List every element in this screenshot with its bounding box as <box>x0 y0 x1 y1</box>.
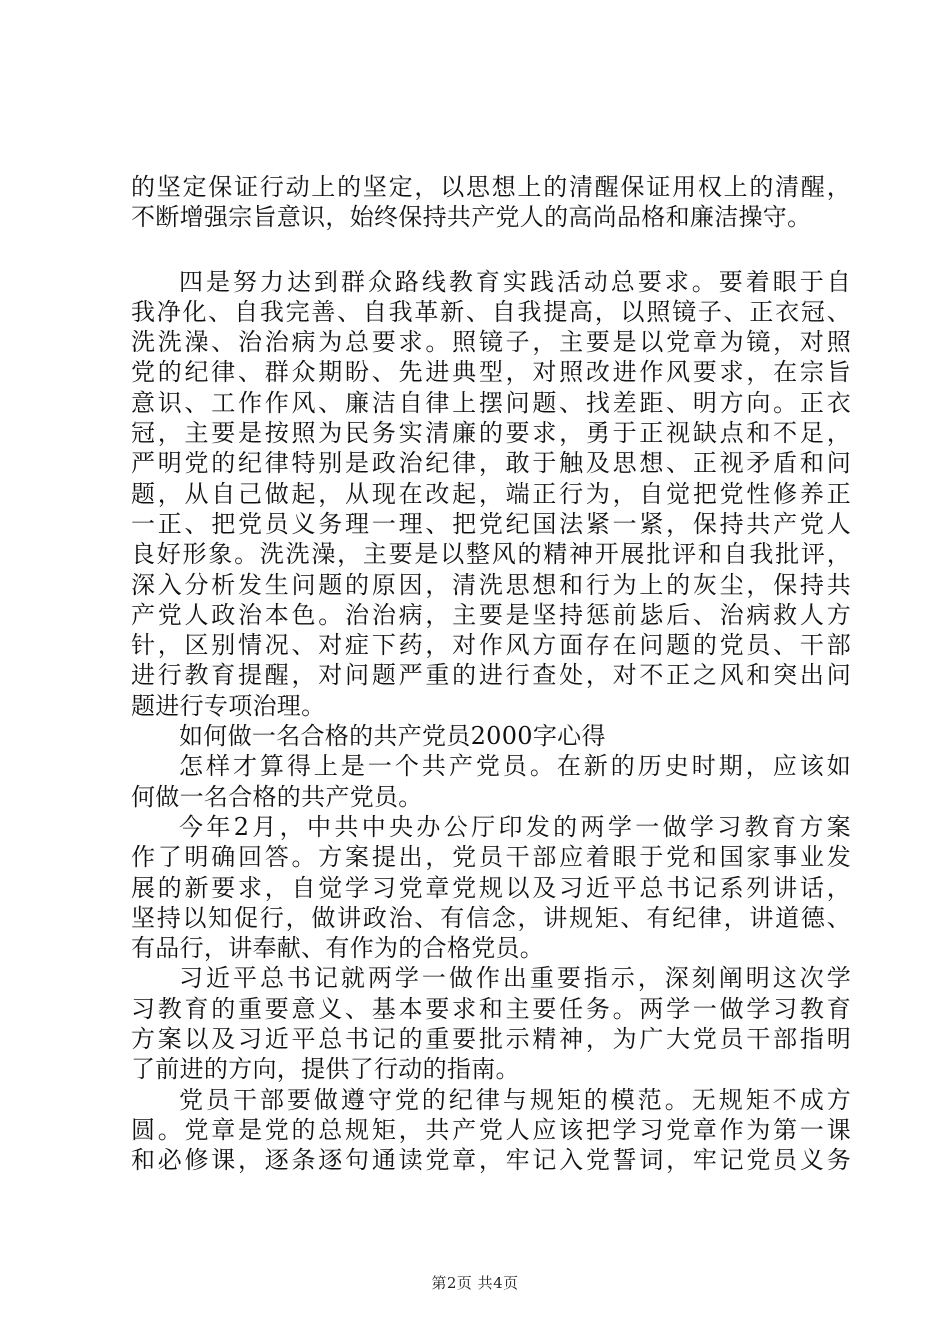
page-number-footer: 第2页 共4页 <box>431 1274 519 1292</box>
text-line: 和必修课，逐条逐句通读党章，牢记入党誓词，牢记党员义务 <box>131 1146 851 1175</box>
text-line: 意识、工作作风、廉洁自律上摆问题、找差距、明方向。正衣 <box>131 388 851 417</box>
paragraph-start: 怎样才算得上是一个共产党员。在新的历史时期，应该如 <box>179 752 851 781</box>
text-line: 圆。党章是党的总规矩，共产党人应该把学习党章作为第一课 <box>131 1115 851 1144</box>
text-line: 坚持以知促行，做讲政治、有信念，讲规矩、有纪律，讲道德、 <box>131 903 851 932</box>
text-line: 进行教育提醒，对问题严重的进行查处，对不正之风和突出问 <box>131 661 851 690</box>
text-line: 一正、把党员义务理一理、把党纪国法紧一紧，保持共产党人 <box>131 509 851 538</box>
text-line: 方案以及习近平总书记的重要批示精神，为广大党员干部指明 <box>131 1025 851 1054</box>
text-line: 良好形象。洗洗澡，主要是以整风的精神开展批评和自我批评， <box>131 540 851 569</box>
document-body <box>131 172 851 1176</box>
text-line: 题，从自己做起，从现在改起，端正行为，自觉把党性修养正 <box>131 479 851 508</box>
text-line: 针，区别情况、对症下药，对作风方面存在问题的党员、干部 <box>131 631 851 660</box>
paragraph-gap <box>131 233 851 267</box>
text-line: 的坚定保证行动上的坚定，以思想上的清醒保证用权上的清醒， <box>131 173 851 201</box>
text-line: 洗洗澡、治治病为总要求。照镜子，主要是以党章为镜，对照 <box>131 328 851 357</box>
text-line: 党的纪律、群众期盼、先进典型，对照改进作风要求，在宗旨 <box>131 358 851 387</box>
paragraph-start: 四是努力达到群众路线教育实践活动总要求。要着眼于自 <box>179 267 851 296</box>
paragraph-start: 党员干部要做遵守党的纪律与规矩的模范。无规矩不成方 <box>179 1085 851 1114</box>
text-line: 了前进的方向，提供了行动的指南。 <box>131 1055 520 1084</box>
text-line: 不断增强宗旨意识，始终保持共产党人的高尚品格和廉洁操守。 <box>131 203 812 232</box>
text-line: 作了明确回答。方案提出，党员干部应着眼于党和国家事业发 <box>131 843 851 872</box>
text-line: 冠，主要是按照为民务实清廉的要求，勇于正视缺点和不足， <box>131 419 851 448</box>
text-line: 我净化、自我完善、自我革新、自我提高，以照镜子、正衣冠、 <box>131 297 851 326</box>
paragraph-start: 习近平总书记就两学一做作出重要指示，深刻阐明这次学 <box>179 964 851 993</box>
text-line: 深入分析发生问题的原因，清洗思想和行为上的灰尘，保持共 <box>131 570 851 599</box>
section-heading: 如何做一名合格的共产党员2000字心得 <box>179 722 606 751</box>
text-line: 展的新要求，自觉学习党章党规以及习近平总书记系列讲话， <box>131 873 851 902</box>
text-line: 题进行专项治理。 <box>131 691 326 720</box>
text-line: 习教育的重要意义、基本要求和主要任务。两学一做学习教育 <box>131 994 851 1023</box>
paragraph-start: 今年2月，中共中央办公厅印发的两学一做学习教育方案 <box>179 812 851 841</box>
text-line: 有品行，讲奉献、有作为的合格党员。 <box>131 934 545 963</box>
text-line: 产党人政治本色。治治病，主要是坚持惩前毖后、治病救人方 <box>131 600 851 629</box>
text-line: 何做一名合格的共产党员。 <box>131 782 423 811</box>
text-line: 严明党的纪律特别是政治纪律，敢于触及思想、正视矛盾和问 <box>131 449 851 478</box>
